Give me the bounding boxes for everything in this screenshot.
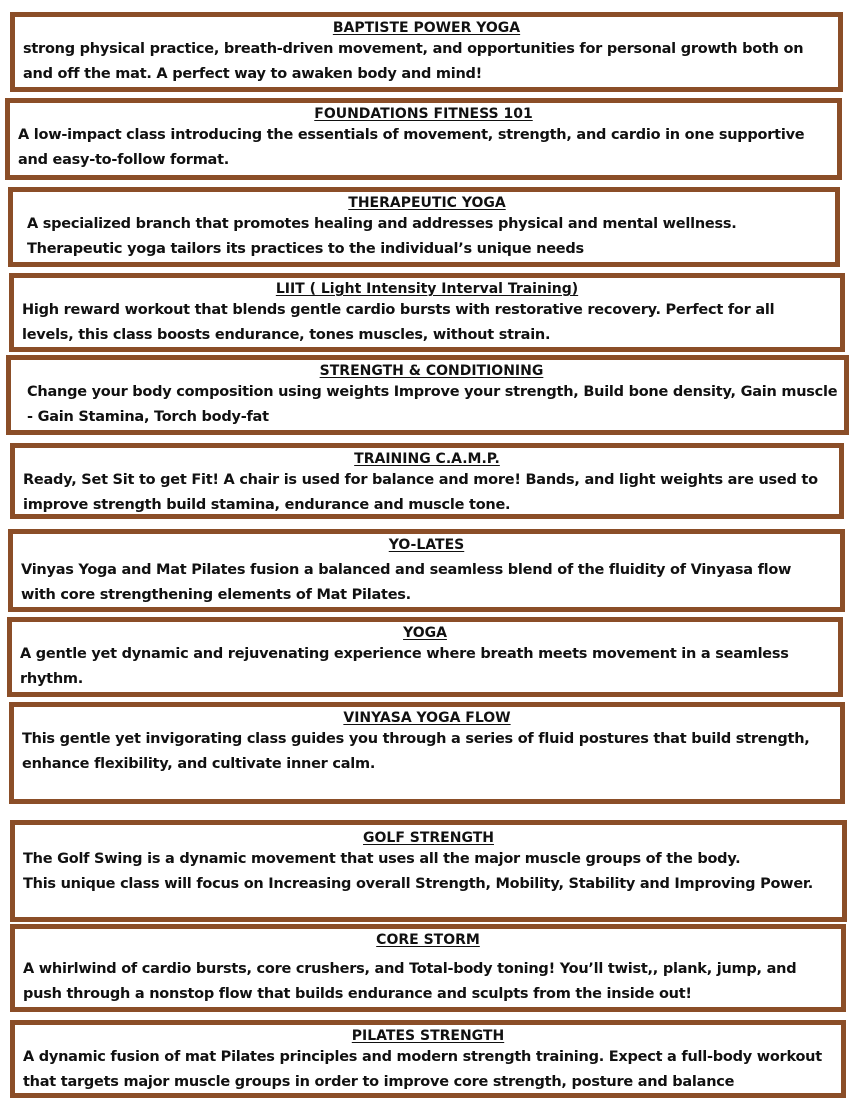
class-title: THERAPEUTIC YOGA: [348, 195, 506, 211]
class-title: TRAINING C.A.M.P.: [354, 451, 500, 467]
class-title: YO-LATES: [388, 537, 465, 553]
class-description: A low-impact class introducing the essentials of movement, strength, and cardio in one supportive and easy-to-follow format.: [18, 127, 805, 168]
class-card-foundations-fitness: [5, 98, 842, 180]
class-description: Change your body composition using weights Improve your strength, Build bone density, Gain muscle - Gain Stamina, Torch body-fat: [27, 384, 838, 425]
class-description: A gentle yet dynamic and rejuvenating experience where breath meets movement in a seamless rhythm.: [20, 646, 789, 687]
class-title: BAPTISTE POWER YOGA: [332, 20, 521, 36]
class-card-liit: [9, 273, 845, 352]
class-description: strong physical practice, breath-driven movement, and opportunities for personal growth both on and off the mat. A perfect way to awaken body and mind!: [23, 41, 804, 82]
class-title: VINYASA YOGA FLOW: [343, 710, 511, 726]
class-title: LIIT ( Light Intensity Interval Training): [275, 281, 579, 297]
class-card-strength-conditioning: [6, 355, 849, 435]
class-card-yoga: [7, 617, 843, 697]
class-title: GOLF STRENGTH: [363, 830, 494, 846]
class-description: This gentle yet invigorating class guides you through a series of fluid postures that build strength, enhance flexibility, and cultivate inner calm.: [22, 731, 810, 772]
class-card-core-storm: [10, 924, 846, 1012]
class-description: Ready, Set Sit to get Fit! A chair is used for balance and more! Bands, and light weights are used to improve strength build stamina, endurance and muscle tone.: [23, 472, 818, 513]
class-title: STRENGTH & CONDITIONING: [319, 363, 544, 379]
class-description: A specialized branch that promotes healing and addresses physical and mental wellness. Therapeutic yoga tailors its practices to the individual’s unique needs: [27, 216, 737, 257]
class-card-therapeutic-yoga: [8, 187, 840, 267]
class-title: PILATES STRENGTH: [351, 1028, 505, 1044]
class-card-vinyasa-yoga-flow: [9, 702, 845, 804]
class-card-pilates-strength: [10, 1020, 846, 1098]
class-card-golf-strength: [10, 820, 847, 922]
class-title: CORE STORM: [376, 932, 480, 948]
class-description: High reward workout that blends gentle cardio bursts with restorative recovery. Perfect for all levels, this class boosts endurance, tones muscles, without strain.: [22, 302, 775, 343]
class-description: The Golf Swing is a dynamic movement that uses all the major muscle groups of the body. This unique class will focus on Increasing overall Strength, Mobility, Stability and Improving Power.: [23, 851, 813, 892]
class-card-yo-lates: [8, 529, 845, 612]
class-title: FOUNDATIONS FITNESS 101: [314, 106, 533, 122]
class-card-baptiste-power-yoga: [10, 12, 843, 92]
class-title: YOGA: [403, 625, 447, 641]
class-card-training-camp: [10, 443, 844, 519]
class-description: A dynamic fusion of mat Pilates principles and modern strength training. Expect a full-body workout that targets major muscle groups in order to improve core strength, posture and balance: [23, 1049, 822, 1090]
class-description: Vinyas Yoga and Mat Pilates fusion a balanced and seamless blend of the fluidity of Vinyasa flow with core strengthening elements of Mat Pilates.: [21, 562, 792, 603]
class-description: A whirlwind of cardio bursts, core crushers, and Total-body toning! You’ll twist,, plank, jump, and push through a nonstop flow that builds endurance and sculpts from the inside out!: [23, 961, 797, 1002]
